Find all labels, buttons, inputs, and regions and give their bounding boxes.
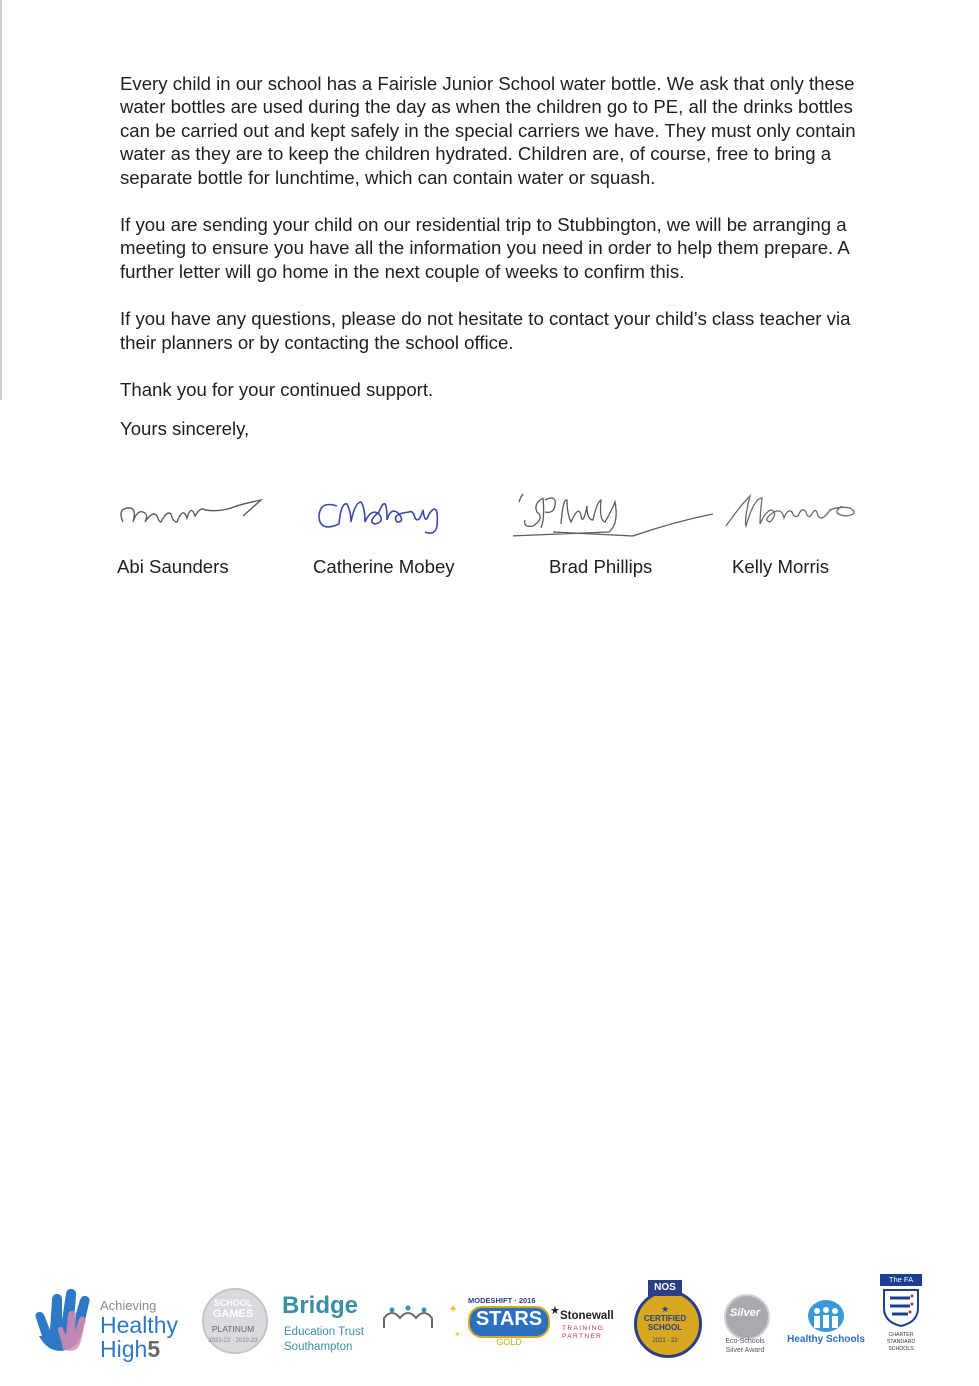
sg-years: 2021-22 · 2022-23 [208,1338,258,1344]
signatory-name: Kelly Morris [732,556,830,577]
signature-row [0,488,979,588]
nos-certified-school-logo [630,1276,700,1364]
fa-charter-standard-logo [876,1274,926,1358]
letter-body [120,72,865,457]
signatory-brad-phillips [513,488,703,577]
sg-school: SCHOOL [213,1298,253,1308]
signatory-name: Brad Phillips [549,556,653,577]
stonewall-logo [550,1304,618,1344]
thanks-line: Thank you for your continued support. [120,379,434,401]
bridge-line1: Education Trust [284,1326,364,1338]
modeshift-gold: GOLD [496,1337,522,1347]
stonewall-partner: PARTNER [562,1333,603,1340]
stonewall-training: TRAINING [562,1325,605,1332]
signature-morris [722,488,892,538]
fa-standard: STANDARD [886,1339,916,1345]
sign-off: Yours sincerely, [120,418,250,440]
signature-phillips [513,488,713,548]
school-games-platinum-logo [200,1284,266,1362]
accreditation-logos [0,1270,979,1380]
stonewall-name: Stonewall [560,1310,614,1322]
eco-line2: Silver Award [725,1347,765,1354]
nos-top: NOS [648,1280,682,1296]
healthy-schools-logo [784,1300,868,1348]
healthy-schools-label: Healthy Schools [787,1334,865,1345]
hh5-high5 [100,1336,160,1363]
star-icon: ✦ [448,1302,459,1316]
signatory-abi-saunders [117,488,307,577]
hh5-achieving: Achieving [100,1298,157,1313]
paragraph-questions: If you have any questions, please do not hesitate to contact your child’s class teacher via their planners or by contacting the school office. [120,308,851,353]
signatory-name: Catherine Mobey [313,556,455,577]
sg-platinum: PLATINUM [211,1324,255,1334]
hh5-healthy: Healthy [100,1312,178,1338]
three-lions-crest-icon [880,1288,922,1328]
paragraph-residential-trip: If you are sending your child on our residential trip to Stubbington, we will be arranging a meeting to ensure you have all the information you need in order to help them prepare. A further letter will go home in the next couple of weeks to confirm this. [120,214,849,282]
nos-years: 2021 - 22 [652,1338,678,1344]
modeshift-stars: STARS [475,1308,543,1330]
modeshift-stars-logo [446,1296,554,1362]
signatory-name: Abi Saunders [117,556,229,577]
fa-top: The FA [880,1274,922,1286]
hh5-high: High [100,1336,148,1362]
signature-mobey [313,488,493,543]
signatory-kelly-morris [722,488,912,577]
hh5-five: 5 [147,1336,161,1362]
scan-edge [0,0,2,400]
star-icon: ★ [660,1304,670,1314]
nos-certified: CERTIFIED [643,1314,687,1323]
eco-silver-badge: Silver [730,1307,760,1319]
star-icon: ✦ [454,1330,461,1339]
bridge-line2: Southampton [284,1341,353,1353]
eco-line1: Eco-Schools [725,1338,765,1345]
hand-icon [34,1286,104,1366]
fa-schools: SCHOOLS [888,1346,914,1352]
eco-schools-silver-logo [716,1294,774,1360]
healthy-high5-logo [34,1282,196,1372]
bridge-education-trust-logo [282,1292,438,1356]
signature-saunders [117,488,287,538]
fa-charter: CHARTER [888,1332,914,1338]
sg-games: GAMES [212,1308,254,1320]
children-icon [808,1306,844,1330]
star-icon: ★ [550,1305,560,1317]
nos-school: SCHOOL [647,1323,683,1332]
modeshift-top: MODESHIFT · 2016 [468,1296,536,1305]
bridge-title: Bridge [282,1292,359,1319]
signatory-catherine-mobey [313,488,503,577]
bridge-arches-icon [382,1304,436,1330]
paragraph-water-bottles: Every child in our school has a Fairisle Junior School water bottle. We ask that only these water bottles are used during the day as when the children go to PE, all the drinks bottles can be carried out and kept safely in the special carriers we have. They must only contain water as they are to keep the children hydrated. Children are, of course, free to bring a separate bottle for lunchtime, which can contain water or squash. [120,73,856,188]
